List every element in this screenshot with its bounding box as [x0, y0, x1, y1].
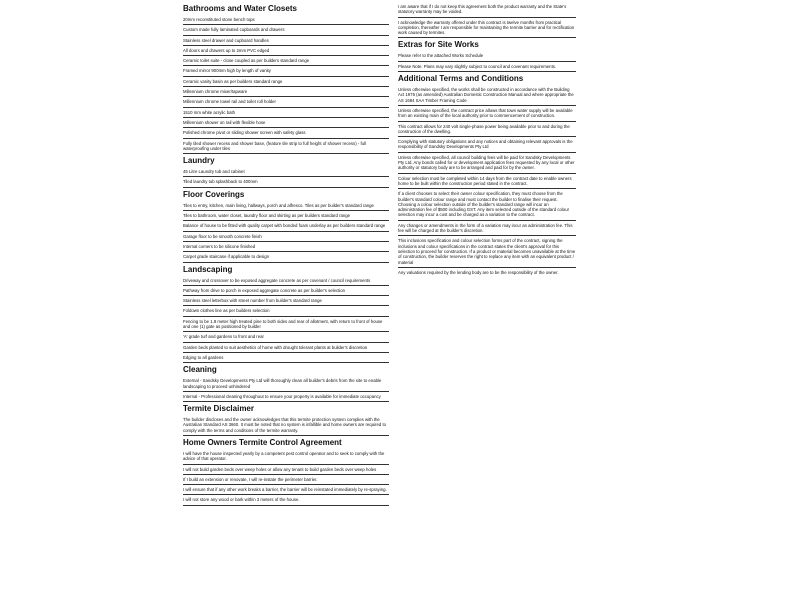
spec-item: Millennium chrome mixer/tapware [183, 87, 389, 97]
spec-item: Garden beds planted to suit aesthetics of home with drought tolerant plants at builder's discretion [183, 343, 389, 353]
section-heading: Bathrooms and Water Closets [183, 4, 297, 13]
spec-item: Internal corners to be silicone finished [183, 242, 389, 252]
section-additional-terms-and-conditions [398, 74, 590, 277]
section-heading: Additional Terms and Conditions [398, 74, 524, 84]
spec-item: Internal - Professional cleaning throughout to ensure your property is available for immediate occupancy [183, 392, 389, 402]
spec-item: Colour selection must be completed within 14 days from the contract date to enable owners home to be built within the construction period stated in the contract. [398, 174, 576, 190]
spec-item: Foldown clothes line as per builders selection [183, 306, 389, 316]
spec-item: Garage floor to be smooth concrete finish [183, 232, 389, 242]
section-home-owners-termite-control-agreement [183, 438, 389, 506]
spec-item: If a client chooses to select their owner colour specification, they must choose from the builder's standard colour range and must contact the builder to finalise their request. Choosing a colour selection outside of the builder's standard range will incur an administration fee of $500 including GST. Any item selected outside of the standard colour selection may incur a cost and be charged as a variation to the contract. [398, 189, 576, 220]
right-column [398, 2, 590, 277]
spec-item: Stainless steel drawer and cupboard handles [183, 36, 389, 46]
section-heading: Landscaping [183, 264, 233, 274]
spec-item: Ceramic vanity basin as per builders standard range [183, 77, 389, 87]
spec-item: Carpet grade staircase if applicable to design [183, 252, 389, 262]
spec-item: Custom made fully laminated cupboards and drawers [183, 25, 389, 35]
spec-item: Unless otherwise specified, all council building fees will be paid for Sandsky Developments Pty Ltd. Any bonds called for or development application fees requested by any local or other authority or statutory body are to be arranged and paid for by the owner. [398, 153, 576, 174]
spec-item: Any changes or amendments in the form of a variation may incur an administration fee. This fee will be charged at the builder's discretion. [398, 221, 576, 237]
spec-item: Fully tiled shower recess and shower base, (feature tile strip to full height of shower recess) - full waterproofing under tiles [183, 139, 389, 155]
section-continued [398, 2, 590, 38]
spec-item: Tiled laundry tub splashback to 400mm [183, 177, 389, 187]
spec-item: Unless otherwise specified, the contract price allows that town water supply will be available from an existing main of the local authority prior to commencement of construction. [398, 106, 576, 122]
left-column [183, 2, 389, 506]
spec-item: The builder discloses and the owner acknowledges that this termite protection system complies with the Australian Standard AS 3660. It must be noted that no system is infallible and home owners are required to comply with the terms and conditions of the termite warranty. [183, 415, 389, 436]
spec-item: I am aware that if I do not keep this agreement both the product warranty and the State's statutory warranty may be voided. [398, 2, 576, 18]
spec-item: Edging to all gardens [183, 353, 389, 363]
spec-item: Framed mirror 900mm high by length of vanity [183, 66, 389, 76]
spec-item: I acknowledge the warranty offered under this contract is twelve months from practical completion, thereafter I am responsible for maintaining the termite barrier and for rectification work caused by termites. [398, 18, 576, 39]
section-floor-coverings [183, 190, 389, 263]
spec-item: Pathway from drive to porch in exposed aggregate concrete as per builder's selection [183, 286, 389, 296]
spec-item: Driveway and crossover to be exposed aggregate concrete as per covenant / council requirements [183, 276, 389, 286]
spec-item: External - Sandsky Developments Pty Ltd will thoroughly clean all builder's debris from the site to enable landscaping to proceed unhindered [183, 376, 389, 392]
spec-item: Ceramic toilet suite - close coupled as per builders standard range [183, 56, 389, 66]
spec-item: Complying with statutory obligations and any notices and obtaining relevant approvals is the responsibility of Sandsky Developments Pty Ltd [398, 137, 576, 153]
section-heading: Floor Coverings [183, 189, 245, 199]
section-bathrooms-and-water-closets [183, 4, 389, 154]
section-extras-for-site-works [398, 40, 590, 72]
section-heading: Extras for Site Works [398, 40, 479, 50]
spec-item: All doors and drawers up to 2mm PVC edged [183, 46, 389, 56]
spec-item: Stainless steel letterbox with street number from builder's standard range [183, 296, 389, 306]
spec-item: Millennium shower on rail with flexible hose [183, 118, 389, 128]
spec-item: Balance of house to be fitted with quality carpet with bonded foam underlay as per builders standard range [183, 221, 389, 231]
section-laundry [183, 156, 389, 188]
spec-item: I will not store any wood or bark within 3 meters of the house. [183, 495, 389, 505]
spec-item: 1510 mm white acrylic bath [183, 108, 389, 118]
section-termite-disclaimer [183, 404, 389, 436]
section-heading: Termite Disclaimer [183, 404, 254, 414]
spec-item: If I build an extension or renovate, I will re-instate the perimeter barrier. [183, 475, 389, 485]
section-landscaping [183, 265, 389, 364]
spec-item: Millennium chrome towel rail and toilet roll holder [183, 97, 389, 107]
spec-item: I will have the house inspected yearly by a competent pest control operator and to seek to comply with the advice of that operator. [183, 449, 389, 465]
section-heading: Cleaning [183, 365, 217, 375]
section-heading: Home Owners Termite Control Agreement [183, 437, 342, 447]
spec-item: 20mm reconstituted stone bench tops [183, 15, 389, 25]
spec-item: 'A' grade turf and gardens to front and rear [183, 332, 389, 342]
spec-item: Any valuations required by the lending body are to be the responsibility of the owner. [398, 269, 559, 275]
spec-item: Fencing to be 1.8 meter high treated pine to both sides and rear of allotment, with return to front of house and one (1) gate as positioned by builder [183, 317, 389, 333]
spec-item: I will ensure that if any other work breaks a barrier, the barrier will be reinstated immediately by re-spraying. [183, 485, 389, 495]
spec-item: 45 Litre Laundry tub and cabinet [183, 167, 389, 177]
spec-item: This inclusions specification and colour selection forms part of the contract, signing the inclusions and colour specifications in the contract states the client's approval for this selection to proceed for construction. If a product or material becomes unavailable at the time of construction, the builder reserves the right to replace any item with an equivalent product / material [398, 236, 576, 267]
spec-item: Tiles to bathroom, water closet, laundry floor and skirting as per builders standard range [183, 211, 389, 221]
spec-item: Unless otherwise specified, the works shall be constructed in accordance with the Building Act 1975 (as amended) Australian Domestic Construction Manual and where appropriate the AS 1684 SAA Timber Framing Code [398, 85, 576, 106]
section-cleaning [183, 365, 389, 402]
section-heading: Laundry [183, 156, 215, 166]
spec-item: Please Note: Plans may vary slightly subject to council and covenant requirements. [398, 62, 576, 72]
spec-item: Tiles to entry, kitchen, main living, hallways, porch and alfresco. Tiles as per builder's standard range [183, 201, 389, 211]
spec-item: Polished chrome pivot or sliding shower screen with safety glass [183, 128, 389, 138]
spec-item: I will not build garden beds over weep holes or allow any tenant to build garden beds over weep holes [183, 465, 389, 475]
spec-item: This contract allows for 240 volt single-phase power being available prior to and during the construction of the dwelling. [398, 122, 576, 138]
spec-item: Please refer to the attached Works Schedule [398, 51, 576, 61]
